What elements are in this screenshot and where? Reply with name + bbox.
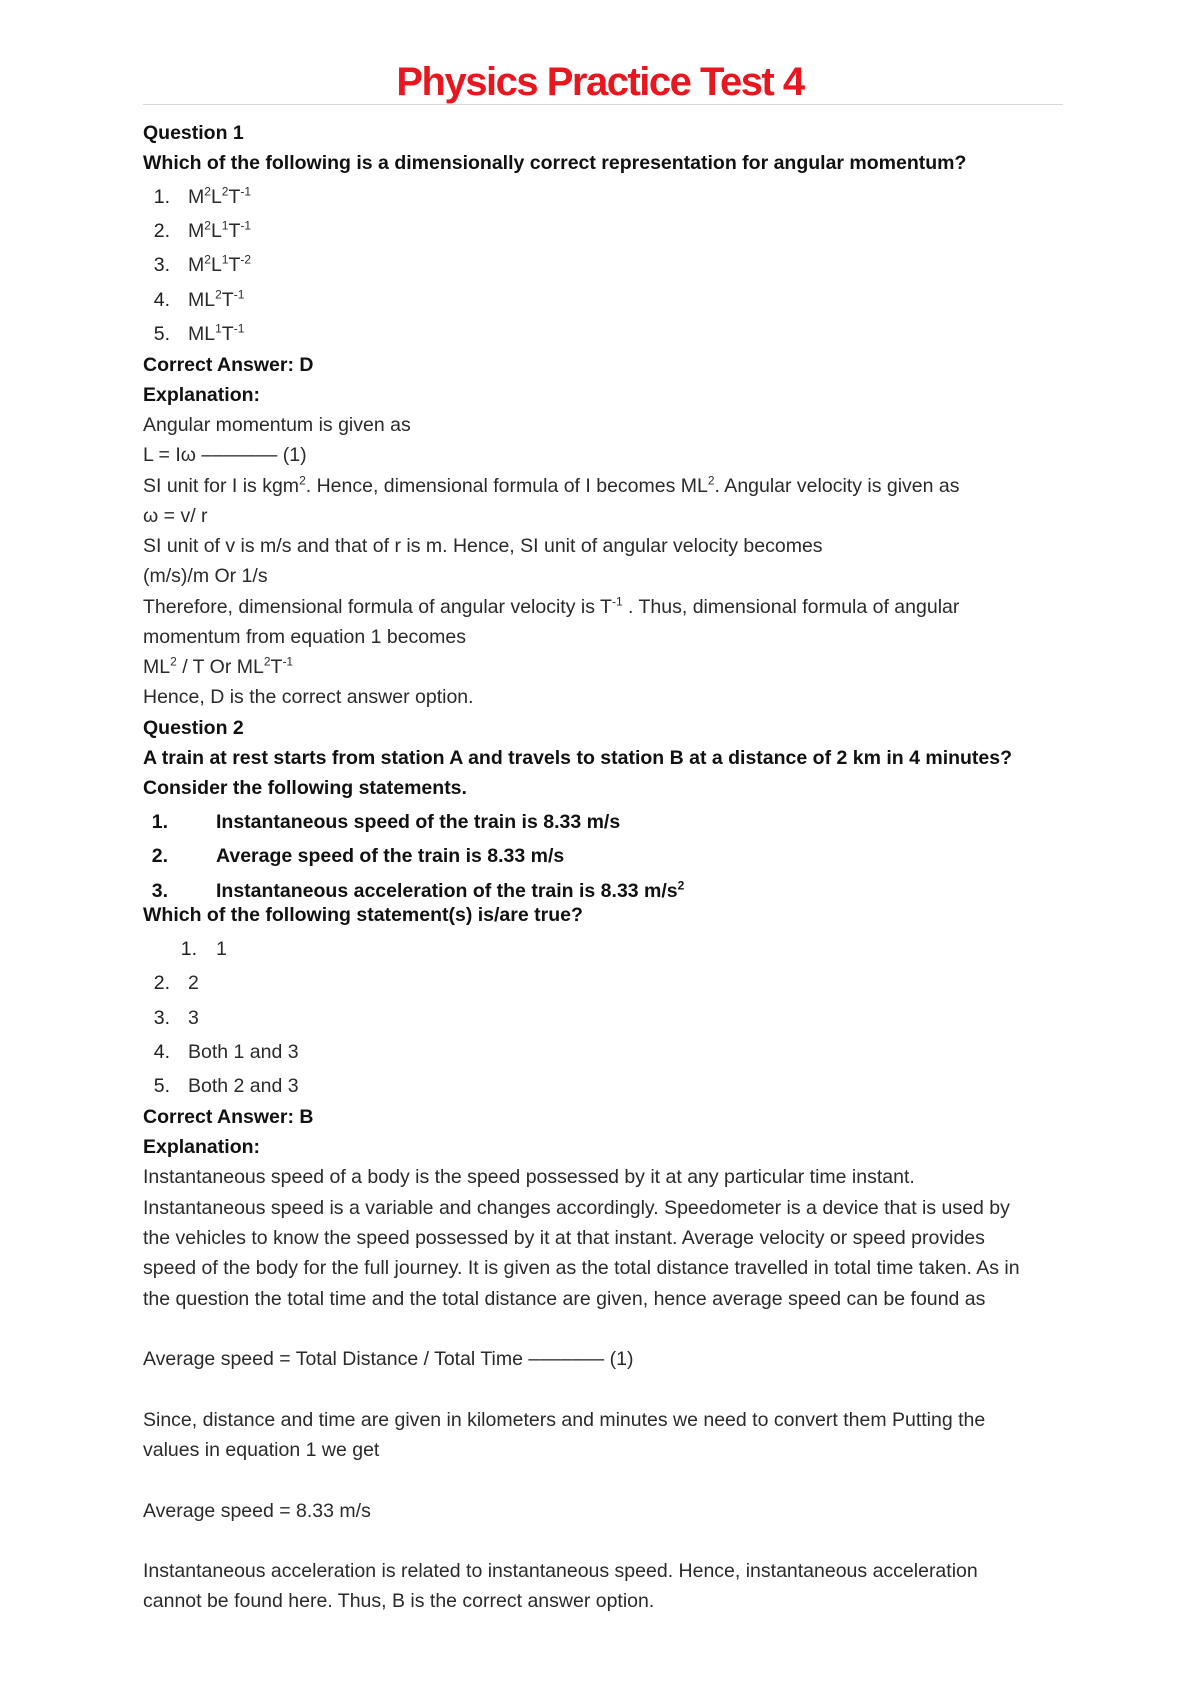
option-number: 2. — [153, 220, 170, 242]
question-2-which: Which of the following statement(s) is/are true? — [143, 904, 583, 926]
explanation-line: values in equation 1 we get — [143, 1439, 380, 1461]
question-1-correct-answer: Correct Answer: D — [143, 354, 314, 376]
question-2-label: Question 2 — [143, 717, 244, 739]
question-1-label: Question 1 — [143, 122, 244, 144]
statement-number: 2. — [151, 845, 168, 867]
option-number: 2. — [153, 972, 170, 994]
option-number: 3. — [153, 1007, 170, 1029]
statement-2: Average speed of the train is 8.33 m/s — [216, 845, 565, 867]
question-1-text: Which of the following is a dimensionally correct representation for angular momentum? — [143, 152, 967, 174]
option-1: 1 — [216, 938, 227, 960]
question-2-explanation-label: Explanation: — [143, 1136, 261, 1158]
option-number: 3. — [153, 254, 170, 276]
explanation-line: Therefore, dimensional formula of angular velocity is $T^{-1}$ . Thus, dimensional formula of angular — [143, 594, 960, 618]
page-title: Physics Practice Test 4 — [396, 60, 804, 104]
option-3: 3 — [188, 1007, 199, 1029]
explanation-line: speed of the body for the full journey. It is given as the total distance travelled in total time taken. As in — [143, 1257, 1020, 1279]
question-2-text: A train at rest starts from station A and travels to station B at a distance of 2 km in 4 minutes? — [143, 747, 1013, 769]
question-2-consider: Consider the following statements. — [143, 777, 467, 799]
statement-3: Instantaneous acceleration of the train is 8.33 $m/s^2$ — [216, 878, 685, 902]
option-2: 2 — [188, 972, 199, 994]
statement-1: Instantaneous speed of the train is 8.33 m/s — [216, 811, 621, 833]
statement-number: 3. — [151, 880, 168, 902]
question-1-explanation-label: Explanation: — [143, 384, 261, 406]
option-4: Both 1 and 3 — [188, 1041, 299, 1063]
equation-line: L = Iω ––––––– (1) — [143, 444, 307, 466]
option-number: 1. — [153, 186, 170, 208]
explanation-line: Since, distance and time are given in kilometers and minutes we need to convert them Putting the — [143, 1409, 986, 1431]
explanation-line: Hence, D is the correct answer option. — [143, 686, 474, 708]
explanation-line: SI unit of v is m/s and that of r is m. Hence, SI unit of angular velocity becomes — [143, 535, 823, 557]
option-number: 5. — [153, 323, 170, 345]
question-2-correct-answer: Correct Answer: B — [143, 1106, 314, 1128]
explanation-line: Instantaneous acceleration is related to instantaneous speed. Hence, instantaneous acceleration — [143, 1560, 978, 1582]
option-5: $ML^1T^{-1}$ — [188, 321, 245, 345]
explanation-line: the vehicles to know the speed possessed by it at that instant. Average velocity or speed provides — [143, 1227, 985, 1249]
option-4: $ML^2T^{-1}$ — [188, 287, 245, 311]
option-number: 5. — [153, 1075, 170, 1097]
equation-line: Average speed = Total Distance / Total Time ––––––– (1) — [143, 1348, 634, 1370]
explanation-line: Angular momentum is given as — [143, 414, 411, 436]
explanation-line: momentum from equation 1 becomes — [143, 626, 466, 648]
explanation-line: Instantaneous speed is a variable and changes accordingly. Speedometer is a device that is used by — [143, 1197, 1010, 1219]
option-3: $M^2L^1T^{-2}$ — [188, 252, 252, 276]
explanation-line: Instantaneous speed of a body is the speed possessed by it at any particular time instant. — [143, 1166, 915, 1188]
equation-line: ω = v/ r — [143, 505, 208, 527]
equation-line: $ML^2$ / T Or $ML^2T^{-1}$ — [143, 654, 294, 678]
option-number: 1. — [180, 938, 197, 960]
explanation-line: the question the total time and the total distance are given, hence average speed can be found as — [143, 1288, 986, 1310]
explanation-line: (m/s)/m Or 1/s — [143, 565, 268, 587]
option-1: $M^2L^2T^{-1}$ — [188, 184, 252, 208]
option-number: 4. — [153, 1041, 170, 1063]
option-2: $M^2L^1T^{-1}$ — [188, 218, 252, 242]
statement-number: 1. — [151, 811, 168, 833]
explanation-line: SI unit for I is kgm$^2$. Hence, dimensional formula of I becomes $ML^2$. Angular velocity is given as — [143, 473, 960, 497]
explanation-line: cannot be found here. Thus, B is the correct answer option. — [143, 1590, 655, 1612]
equation-line: Average speed = 8.33 m/s — [143, 1500, 371, 1522]
option-5: Both 2 and 3 — [188, 1075, 299, 1097]
title-divider — [143, 104, 1063, 105]
option-number: 4. — [153, 289, 170, 311]
